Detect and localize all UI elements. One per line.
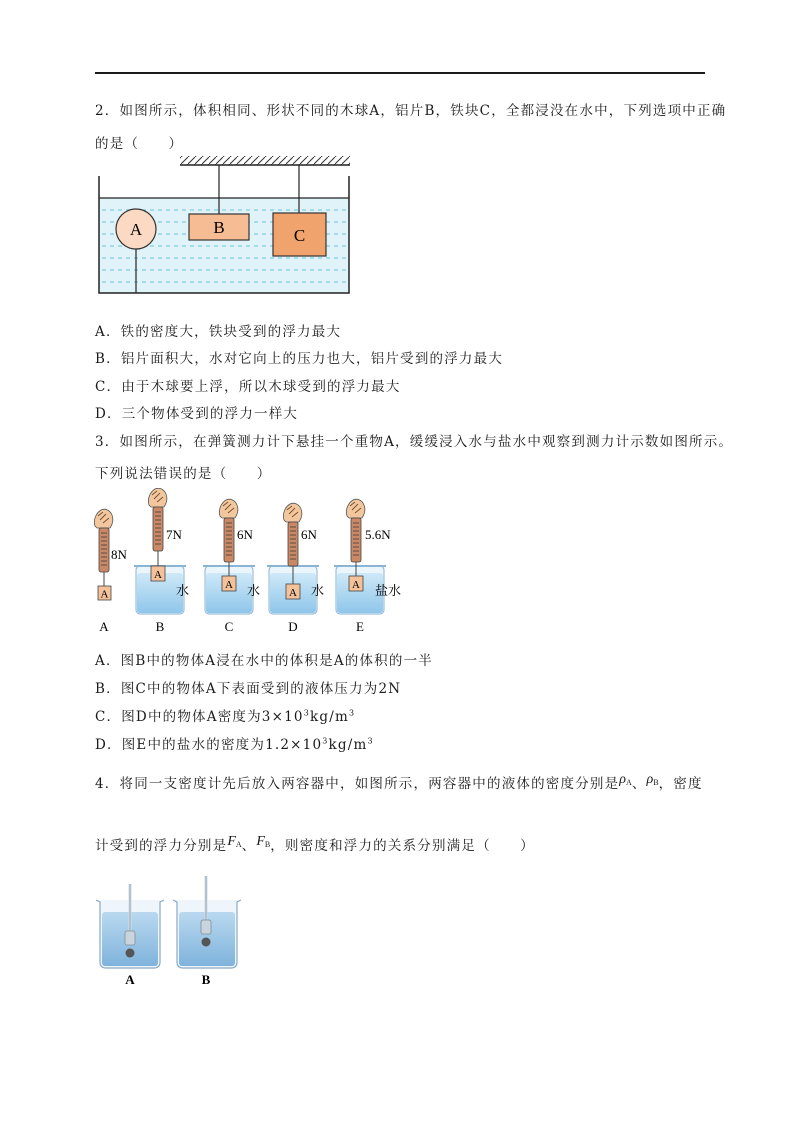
q3-stem-line2: 下列说法错误的是（ ） [95,466,272,482]
svg-text:A: A [100,588,109,601]
q2-figure [90,150,360,298]
reading-d: 6N [301,527,317,542]
caption-b: B [201,972,211,987]
q3-figure [88,488,428,638]
q2-option-d: D．三个物体受到的浮力一样大 [95,406,299,422]
q3-option-b: B．图C中的物体A下表面受到的液体压力为2N [95,681,402,697]
q3-option-d: D．图E中的盐水的密度为$1.2\times 10^3kg/m^3$ [95,736,374,753]
q3-panel-d [267,503,324,634]
q3-panel-b [134,488,189,634]
q3-panel-e [334,499,401,634]
reading-c: 6N [237,527,253,542]
caption-e: E [356,619,364,634]
beaker-a [96,884,164,987]
header-rule [95,72,705,74]
q4-stem-line1: 4．将同一支密度计先后放入两容器中，如图所示，两容器中的液体的密度分别是$\rho_A$、$\rho_B$，密度 [95,772,703,792]
liquid-e: 盐水 [375,583,402,598]
q3-option-a: A．图B中的物体A浸在水中的体积是A的体积的一半 [95,653,433,669]
q3-stem-line1: 3．如图所示，在弹簧测力计下悬挂一个重物A，缓缓浸入水与盐水中观察到测力计示数如图所示。 [95,434,734,450]
label-b: B [213,218,225,237]
reading-a: 8N [111,547,127,562]
q2-option-c: C．由于木球要上浮，所以木球受到的浮力最大 [95,379,401,395]
caption-d: D [288,619,298,634]
q2-option-a: A．铁的密度大，铁块受到的浮力最大 [95,324,342,340]
caption-a: A [99,619,109,634]
q4-stem-line2: 计受到的浮力分别是$F_A$、$F_B$，则密度和浮力的关系分别满足（ ） [95,834,535,854]
caption-b: B [155,619,165,634]
q2-stem-line2: 的是（ ） [95,136,184,152]
reading-e: 5.6N [365,527,391,542]
caption-a: A [125,972,135,987]
svg-text:A: A [352,579,360,591]
svg-text:A: A [225,579,233,591]
svg-text:A: A [289,587,297,599]
label-a: A [129,220,143,239]
ceiling-hatch [180,156,350,165]
q2-option-b: B．铝片面积大，水对它向上的压力也大，铝片受到的浮力最大 [95,351,504,367]
q2-stem-line1: 2．如图所示，体积相同、形状不同的木球A，铝片B，铁块C，全都浸没在水中，下列选项中正确 [95,103,727,119]
beaker-b [173,876,241,987]
q3-panel-c [203,499,260,634]
liquid-d: 水 [311,583,325,598]
svg-text:A: A [154,569,162,581]
q3-panel-a [94,509,127,634]
liquid-b: 水 [176,583,190,598]
q4-figure [90,876,250,988]
caption-c: C [224,619,234,634]
q3-option-c: C．图D中的物体A密度为$3\times 10^3kg/m^3$ [95,708,356,725]
reading-b: 7N [166,527,182,542]
liquid-c: 水 [247,583,261,598]
label-c: C [293,226,306,245]
